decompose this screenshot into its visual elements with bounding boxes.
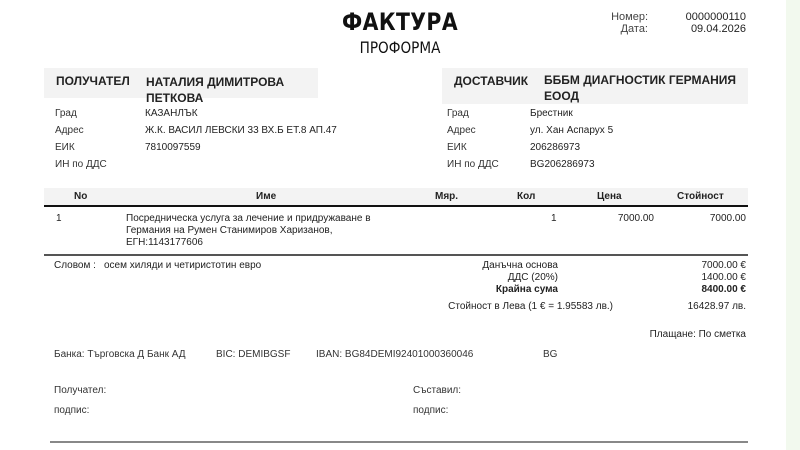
row-qty: 1 bbox=[551, 213, 557, 224]
col-amount: Стойност bbox=[677, 191, 724, 202]
recipient-signature-field: подпис: bbox=[54, 405, 90, 416]
supplier-address-label: Адрес bbox=[447, 125, 476, 136]
col-no: No bbox=[74, 191, 88, 202]
page-edge-tint bbox=[786, 0, 800, 450]
col-name: Име bbox=[256, 191, 277, 202]
invoice-number-value: 0000000110 bbox=[685, 11, 746, 23]
vat-value: 1400.00 € bbox=[701, 272, 746, 283]
supplier-heading: ДОСТАВЧИК bbox=[454, 74, 529, 88]
payment-method: Плащане: По сметка bbox=[649, 329, 746, 340]
bgn-label: Стойност в Лева (1 € = 1.95583 лв.) bbox=[448, 301, 613, 312]
row-amount: 7000.00 bbox=[709, 213, 746, 224]
col-unit: Мяр. bbox=[435, 191, 459, 202]
row-name-line3: ЕГН:1143177606 bbox=[126, 237, 203, 248]
footer-rule bbox=[50, 441, 748, 443]
total-value: 8400.00 € bbox=[701, 284, 746, 295]
supplier-name-line2: ЕООД bbox=[544, 89, 580, 103]
invoice-date-label: Дата: bbox=[620, 23, 648, 35]
bank-iban: IBAN: BG84DEMI92401000360046 bbox=[316, 349, 474, 360]
supplier-name-line1: БББМ ДИАГНОСТИК ГЕРМАНИЯ bbox=[544, 73, 737, 87]
vat-label: ДДС (20%) bbox=[507, 272, 558, 283]
supplier-eik-label: ЕИК bbox=[447, 142, 467, 153]
row-no: 1 bbox=[56, 213, 62, 224]
supplier-city: Брестник bbox=[530, 108, 573, 119]
recipient-vat-label: ИН по ДДС bbox=[55, 159, 107, 170]
recipient-eik: 7810097559 bbox=[145, 142, 201, 153]
author-signature-field: подпис: bbox=[413, 405, 449, 416]
recipient-header bbox=[44, 68, 318, 105]
items-table-header bbox=[44, 188, 748, 207]
in-words-text: осем хиляди и четиристотин евро bbox=[104, 260, 262, 271]
recipient-heading: ПОЛУЧАТЕЛ bbox=[56, 74, 130, 88]
invoice-date-value: 09.04.2026 bbox=[690, 23, 746, 35]
tax-base-label: Данъчна основа bbox=[482, 260, 558, 271]
in-words-label: Словом : bbox=[54, 260, 96, 271]
recipient-address: Ж.К. ВАСИЛ ЛЕВСКИ 33 ВХ.Б ЕТ.8 АП.47 bbox=[145, 125, 337, 136]
supplier-vat: BG206286973 bbox=[530, 159, 595, 170]
recipient-eik-label: ЕИК bbox=[55, 142, 75, 153]
row-price: 7000.00 bbox=[617, 213, 654, 224]
document-title: ФАКТУРА bbox=[341, 8, 459, 36]
recipient-signature-label: Получател: bbox=[54, 385, 107, 396]
recipient-name: НАТАЛИЯ ДИМИТРОВА ПЕТКОВА bbox=[146, 75, 285, 105]
supplier-header bbox=[442, 68, 748, 104]
author-signature-label: Съставил: bbox=[413, 385, 462, 396]
supplier-eik: 206286973 bbox=[530, 142, 581, 153]
bank-name: Банка: Търговска Д Банк АД bbox=[54, 349, 186, 360]
recipient-city-label: Град bbox=[55, 108, 77, 119]
col-price: Цена bbox=[597, 191, 622, 202]
row-name-line1: Посредническа услуга за лечение и придружаване в bbox=[126, 213, 371, 224]
col-qty: Кол bbox=[517, 191, 536, 202]
row-name-line2: Германия на Румен Станимиров Харизанов, bbox=[126, 225, 333, 236]
supplier-vat-label: ИН по ДДС bbox=[447, 159, 499, 170]
tax-base-value: 7000.00 € bbox=[701, 260, 746, 271]
supplier-address: ул. Хан Аспарух 5 bbox=[530, 125, 614, 136]
total-label: Крайна сума bbox=[495, 284, 558, 295]
recipient-address-label: Адрес bbox=[55, 125, 84, 136]
recipient-city: КАЗАНЛЪК bbox=[145, 108, 198, 119]
bgn-value: 16428.97 лв. bbox=[687, 301, 746, 312]
table-bottom-rule bbox=[44, 254, 748, 256]
document-subtitle: ПРОФОРМА bbox=[359, 38, 441, 57]
invoice-number-label: Номер: bbox=[611, 11, 648, 23]
bank-bic: BIC: DEMIBGSF bbox=[216, 349, 291, 360]
supplier-city-label: Град bbox=[447, 108, 469, 119]
bank-country: BG bbox=[543, 349, 558, 360]
